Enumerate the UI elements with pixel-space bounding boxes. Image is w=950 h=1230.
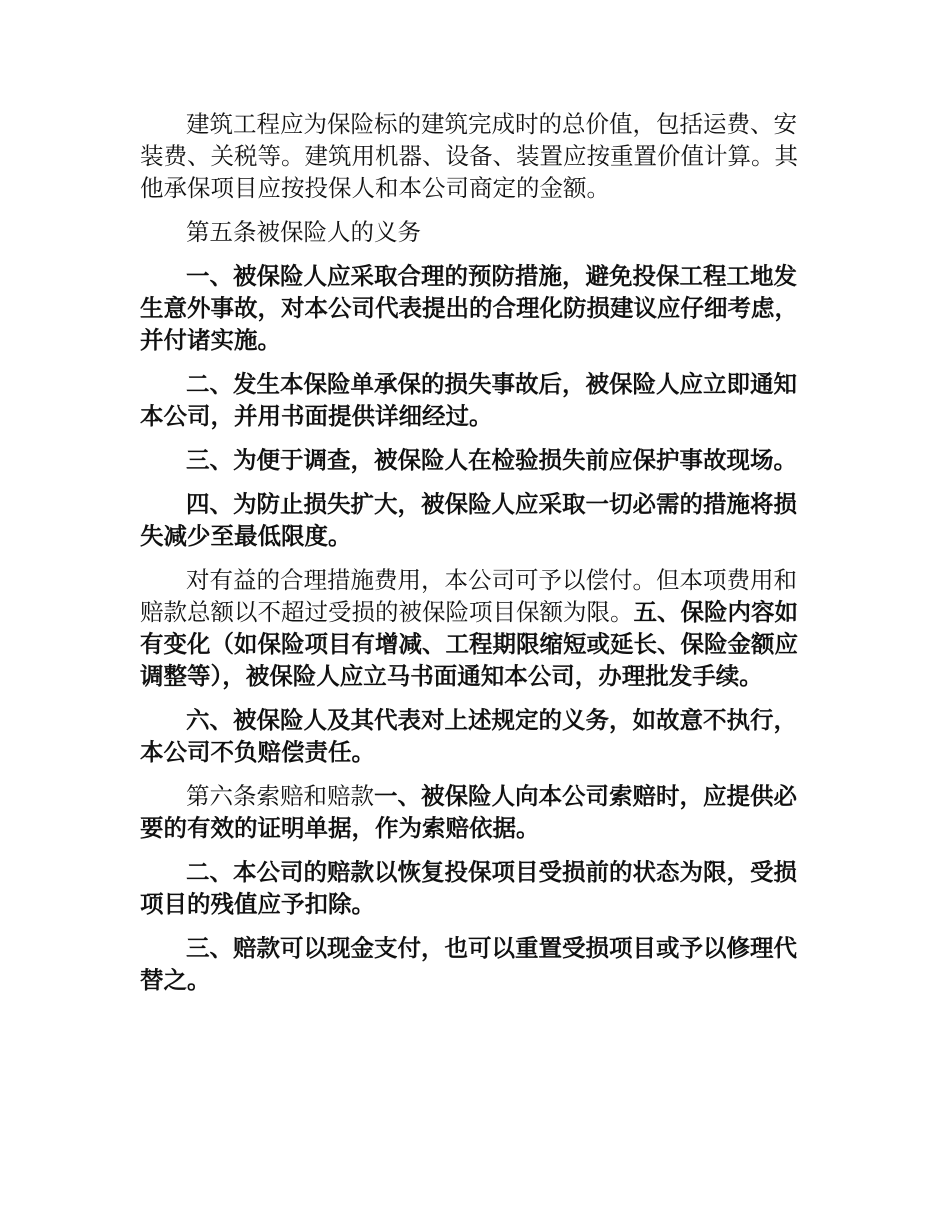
- obligation-item-3: 三、为便于调查，被保险人在检验损失前应保护事故现场。: [186, 446, 797, 474]
- paragraph-article-six: [140, 780, 820, 844]
- article-six-heading: 第六条索赔和赔款: [186, 782, 374, 810]
- paragraph-expenses-and-item-5: [140, 564, 820, 692]
- obligation-item-2: 二、发生本保险单承保的损失事故后，被保险人应立即通知本公司，并用书面提供详细经过。: [140, 370, 797, 430]
- obligation-item-6: 六、被保险人及其代表对上述规定的义务，如故意不执行，本公司不负赔偿责任。: [140, 706, 797, 766]
- claim-item-2: 二、本公司的赔款以恢复投保项目受损前的状态为限，受损项目的残值应予扣除。: [140, 858, 797, 918]
- paragraph-insured-value: 建筑工程应为保险标的建筑完成时的总价值，包括运费、安装费、关税等。建筑用机器、设备、装置应按重置价值计算。其他承保项目应按投保人和本公司商定的金额。: [140, 110, 798, 202]
- claim-item-1: 一、被保险人向本公司索赔时，应提供必要的有效的证明单据，作为索赔依据。: [140, 782, 797, 842]
- article-five-heading: 第五条被保险人的义务: [186, 218, 421, 246]
- claim-item-3: 三、赔款可以现金支付，也可以重置受损项目或予以修理代替之。: [140, 934, 797, 994]
- obligation-item-5: 五、保险内容如有变化（如保险项目有增减、工程期限缩短或延长、保险金额应调整等），被保险人应立马书面通知本公司，办理批发手续。: [140, 598, 798, 690]
- obligation-item-4: 四、为防止损失扩大，被保险人应采取一切必需的措施将损失减少至最低限度。: [140, 490, 797, 550]
- expenses-text: 对有益的合理措施费用，本公司可予以偿付。但本项费用和赔款总额以不超过受损的被保险项目保额为限。: [140, 566, 797, 626]
- document-body: [140, 108, 820, 1008]
- obligation-item-1: 一、被保险人应采取合理的预防措施，避免投保工程工地发生意外事故，对本公司代表提出的合理化防损建议应仔细考虑，并付诸实施。: [140, 262, 798, 354]
